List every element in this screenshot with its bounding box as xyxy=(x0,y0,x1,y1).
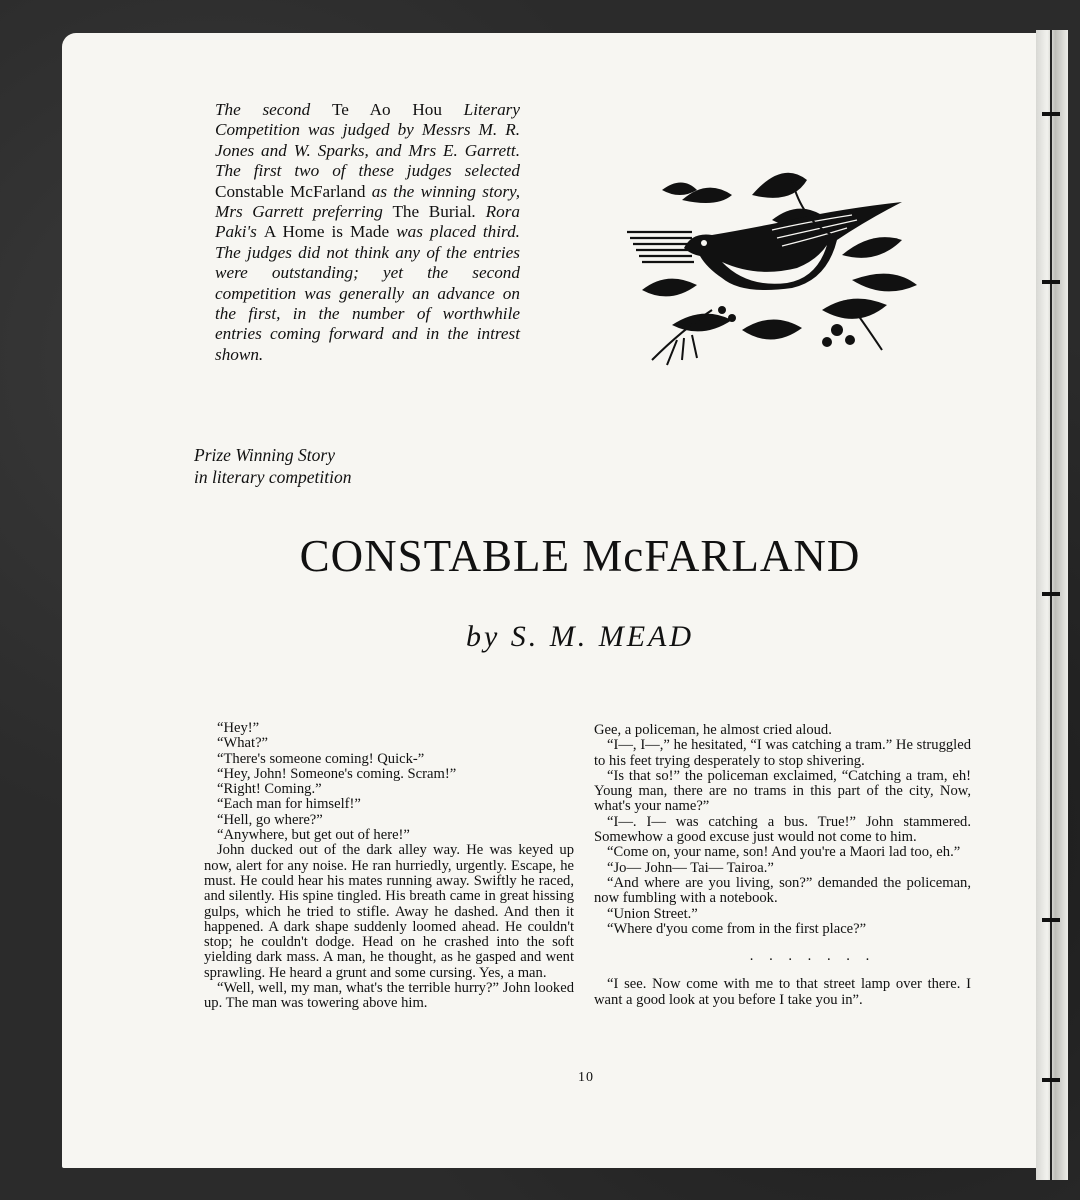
paragraph: “Hell, go where?” xyxy=(217,811,323,828)
paragraph: “Hey!” xyxy=(217,720,260,736)
paragraph: “I—, I—,” he hesitated, “I was catching a tram.” He struggled to his feet trying desperately to stop shivering. xyxy=(594,737,971,769)
paragraph: “Anywhere, but get out of here!” xyxy=(217,827,410,844)
paragraph: “And where are you living, son?” demanded the policeman, now fumbling with a notebook. xyxy=(594,874,971,907)
paragraph: “Come on, your name, son! And you're a Maori lad too, eh.” xyxy=(607,844,961,861)
paragraph: “Jo— John— Tai— Tairoa.” xyxy=(607,859,774,876)
paragraph: “I see. Now come with me to that street lamp over there. I want a good look at you before I take you in”. xyxy=(594,976,971,1008)
editorial-intro: The second Te Ao Hou Literary Competition was judged by Messrs M. R. Jones and W. Sparks, and Mrs E. Garrett. The first two of these judges selected Constable McFarland as the winning story, Mrs Garrett preferring The Burial. Rora Paki's A Home is Made was placed third. The judges did not think any of the entries were outstanding; yet the second competition was generally an advance on the first, in the number of worthwhile entries coming forward and in the intrest shown. xyxy=(215,100,521,364)
paragraph: “What?” xyxy=(217,735,269,752)
paragraph: John ducked out of the dark alley way. He was keyed up now, alert for any noise. He ran hurriedly, urgently. Escape, he must. He could hear his mates running away. Swiftly he raced, and silently. His spine tingled. His breath came in great hissing gulps, which he tried to stifle. Away he dashed. And then it happened. A dark shape suddenly loomed ahead. He couldn't stop; he couldn't dodge. Head on he crashed into the soft yielding dark mass. A man, he thought, as he gasped and went sprawling. He heard a grunt and some cursing. Yes, a man. xyxy=(204,842,574,981)
paragraph: “Is that so!” the policeman exclaimed, “Catching a tram, eh! Young man, there are no trams in this part of the city, Now, what's your name?” xyxy=(594,767,971,815)
paragraph: “Hey, John! Someone's coming. Scram!” xyxy=(217,765,457,782)
paragraph: “There's someone coming! Quick-” xyxy=(217,750,425,767)
story-title: CONSTABLE McFARLAND xyxy=(299,531,861,581)
paragraph: Gee, a policeman, he almost cried aloud. xyxy=(594,722,832,738)
author-byline: by S. M. MEAD xyxy=(465,620,695,653)
page-number: 10 xyxy=(578,1070,594,1085)
paragraph: “Where d'you come from in the first place?” xyxy=(607,920,867,937)
paragraph: “Each man for himself!” xyxy=(217,796,361,813)
right-column xyxy=(594,723,971,1008)
paragraph: “Union Street.” xyxy=(607,905,698,922)
section-separator: . . . . . . . xyxy=(749,948,876,965)
paragraph: “I—. I— was catching a bus. True!” John stammered. Somewhow a good excuse just would not come to him. xyxy=(594,813,971,846)
bird-woodcut-icon xyxy=(622,160,922,370)
paragraph: “Well, well, my man, what's the terrible hurry?” John looked up. The man was towering above him. xyxy=(204,980,574,1012)
page-gutter xyxy=(1036,30,1068,1180)
paragraph: “Right! Coming.” xyxy=(217,781,322,798)
prize-caption: Prize Winning Story in literary competition xyxy=(194,445,352,487)
left-column xyxy=(204,721,574,1012)
